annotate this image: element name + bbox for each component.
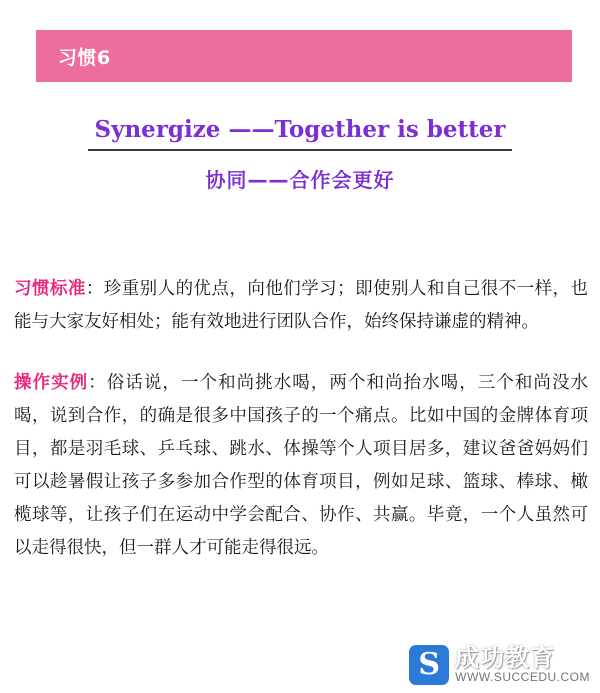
paragraph-standard-lead: 习惯标准 [14, 279, 86, 299]
paragraph-example-lead: 操作实例 [14, 373, 89, 393]
habit-banner-label: 习惯6 [58, 46, 111, 69]
watermark-logo-icon [409, 645, 449, 685]
paragraph-standard-colon: ： [85, 279, 104, 299]
title-chinese: 协同——合作会更好 [205, 167, 395, 192]
watermark-brand: 成功教育 [455, 644, 556, 673]
paragraph-example-colon: ： [88, 373, 107, 393]
watermark-text [455, 646, 590, 684]
paragraph-example [14, 367, 588, 565]
watermark-url: WWW.SUCCEDU.COM [455, 670, 590, 685]
watermark [409, 645, 590, 685]
paragraph-example-text: 俗话说，一个和尚挑水喝，两个和尚抬水喝，三个和尚没水喝，说到合作，的确是很多中国孩子的一个痛点。比如中国的金牌体育项目，都是羽毛球、乒乓球、跳水、体操等个人项目居多，建议爸爸妈妈们可以趁暑假让孩子多参加合作型的体育项目，例如足球、篮球、棒球、橄榄球等，让孩子们在运动中学会配合、协作、共赢。毕竟，一个人虽然可以走得很快，但一群人才可能走得很远。 [14, 373, 589, 558]
body-content [14, 273, 588, 565]
title-block [0, 116, 600, 193]
paragraph-standard [14, 273, 588, 339]
habit-banner [36, 30, 572, 82]
title-english: Synergize ——Together is better [88, 116, 511, 151]
paragraph-standard-text: 珍重别人的优点，向他们学习；即使别人和自己很不一样，也能与大家友好相处；能有效地进行团队合作，始终保持谦虚的精神。 [14, 279, 589, 332]
